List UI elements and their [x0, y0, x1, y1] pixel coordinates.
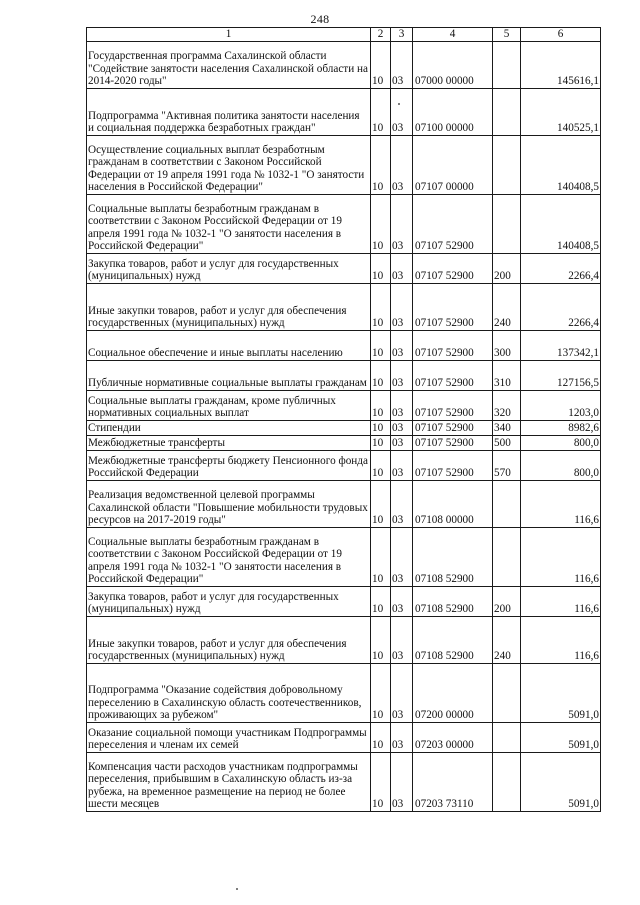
section-code-cell: 10 [371, 436, 391, 451]
expense-type-cell [493, 664, 521, 723]
row-name-cell: Подпрограмма "Активная политика занятости населения и социальная поддержка безработных граждан" [87, 89, 371, 136]
target-article-cell: 07108 52900 [413, 528, 493, 587]
section-code-cell: 10 [371, 587, 391, 617]
table-row [87, 42, 601, 89]
section-code-cell: 10 [371, 723, 391, 753]
subsection-code-cell: 03 [391, 528, 413, 587]
row-name-cell: Социальные выплаты гражданам, кроме публичных нормативных социальных выплат [87, 391, 371, 421]
table-row [87, 391, 601, 421]
table-row [87, 436, 601, 451]
target-article-cell: 07203 73110 [413, 753, 493, 812]
table-row [87, 617, 601, 664]
amount-cell: 5091,0 [521, 723, 601, 753]
subsection-code-cell: 03 [391, 136, 413, 195]
expense-type-cell: 320 [493, 391, 521, 421]
scan-speck [236, 888, 238, 890]
expense-type-cell [493, 528, 521, 587]
header-col-6: 6 [521, 28, 601, 42]
table-row [87, 254, 601, 284]
table-row [87, 587, 601, 617]
target-article-cell: 07107 52900 [413, 451, 493, 481]
section-code-cell: 10 [371, 664, 391, 723]
target-article-cell: 07200 00000 [413, 664, 493, 723]
row-name-cell: Реализация ведомственной целевой программы Сахалинской области "Повышение мобильности трудовых ресурсов на 2017-2019 годы" [87, 481, 371, 528]
expense-type-cell: 200 [493, 254, 521, 284]
section-code-cell: 10 [371, 753, 391, 812]
target-article-cell: 07107 52900 [413, 436, 493, 451]
subsection-code-cell: 03 [391, 89, 413, 136]
section-code-cell: 10 [371, 617, 391, 664]
budget-table [86, 27, 601, 812]
target-article-cell: 07000 00000 [413, 42, 493, 89]
table-row [87, 664, 601, 723]
expense-type-cell [493, 42, 521, 89]
expense-type-cell [493, 723, 521, 753]
target-article-cell: 07107 52900 [413, 284, 493, 331]
section-code-cell: 10 [371, 361, 391, 391]
subsection-code-cell: 03 [391, 391, 413, 421]
amount-cell: 5091,0 [521, 753, 601, 812]
expense-type-cell: 310 [493, 361, 521, 391]
amount-cell: 8982,6 [521, 421, 601, 436]
section-code-cell: 10 [371, 451, 391, 481]
section-code-cell: 10 [371, 42, 391, 89]
table-row [87, 331, 601, 361]
section-code-cell: 10 [371, 391, 391, 421]
section-code-cell: 10 [371, 421, 391, 436]
scan-speck [398, 103, 400, 105]
target-article-cell: 07107 52900 [413, 361, 493, 391]
target-article-cell: 07107 52900 [413, 421, 493, 436]
subsection-code-cell: 03 [391, 481, 413, 528]
table-row [87, 421, 601, 436]
table-row [87, 481, 601, 528]
subsection-code-cell: 03 [391, 753, 413, 812]
expense-type-cell [493, 481, 521, 528]
section-code-cell: 10 [371, 136, 391, 195]
subsection-code-cell: 03 [391, 254, 413, 284]
expense-type-cell [493, 753, 521, 812]
table-row [87, 753, 601, 812]
subsection-code-cell: 03 [391, 664, 413, 723]
expense-type-cell [493, 195, 521, 254]
header-col-3: 3 [391, 28, 413, 42]
page-number: 248 [310, 12, 330, 26]
table-row [87, 528, 601, 587]
section-code-cell: 10 [371, 331, 391, 361]
section-code-cell: 10 [371, 284, 391, 331]
subsection-code-cell: 03 [391, 587, 413, 617]
section-code-cell: 10 [371, 195, 391, 254]
amount-cell: 140408,5 [521, 195, 601, 254]
amount-cell: 800,0 [521, 451, 601, 481]
target-article-cell: 07203 00000 [413, 723, 493, 753]
target-article-cell: 07108 52900 [413, 587, 493, 617]
expense-type-cell [493, 136, 521, 195]
row-name-cell: Государственная программа Сахалинской области "Содействие занятости населения Сахалинской области на 2014-2020 годы" [87, 42, 371, 89]
expense-type-cell: 240 [493, 284, 521, 331]
table-row [87, 195, 601, 254]
table-row [87, 451, 601, 481]
amount-cell: 127156,5 [521, 361, 601, 391]
target-article-cell: 07107 52900 [413, 195, 493, 254]
subsection-code-cell: 03 [391, 195, 413, 254]
table-row [87, 89, 601, 136]
subsection-code-cell: 03 [391, 361, 413, 391]
amount-cell: 5091,0 [521, 664, 601, 723]
amount-cell: 1203,0 [521, 391, 601, 421]
amount-cell: 140408,5 [521, 136, 601, 195]
subsection-code-cell: 03 [391, 436, 413, 451]
header-col-1: 1 [87, 28, 371, 42]
section-code-cell: 10 [371, 528, 391, 587]
subsection-code-cell: 03 [391, 284, 413, 331]
row-name-cell: Оказание социальной помощи участникам Подпрограммы переселения и членам их семей [87, 723, 371, 753]
subsection-code-cell: 03 [391, 723, 413, 753]
section-code-cell: 10 [371, 254, 391, 284]
target-article-cell: 07107 52900 [413, 391, 493, 421]
target-article-cell: 07100 00000 [413, 89, 493, 136]
row-name-cell: Межбюджетные трансферты [87, 436, 371, 451]
subsection-code-cell: 03 [391, 617, 413, 664]
row-name-cell: Социальное обеспечение и иные выплаты населению [87, 331, 371, 361]
amount-cell: 137342,1 [521, 331, 601, 361]
target-article-cell: 07107 52900 [413, 331, 493, 361]
row-name-cell: Компенсация части расходов участникам подпрограммы переселения, прибывшим в Сахалинскую область из-за рубежа, на временное размещение на период не более шести месяцев [87, 753, 371, 812]
expense-type-cell: 240 [493, 617, 521, 664]
amount-cell: 145616,1 [521, 42, 601, 89]
expense-type-cell: 500 [493, 436, 521, 451]
subsection-code-cell: 03 [391, 331, 413, 361]
row-name-cell: Подпрограмма "Оказание содействия добровольному переселению в Сахалинскую область соотечественников, проживающих за рубежом" [87, 664, 371, 723]
header-row [87, 28, 601, 42]
amount-cell: 140525,1 [521, 89, 601, 136]
subsection-code-cell: 03 [391, 421, 413, 436]
expense-type-cell: 300 [493, 331, 521, 361]
section-code-cell: 10 [371, 89, 391, 136]
row-name-cell: Публичные нормативные социальные выплаты гражданам [87, 361, 371, 391]
row-name-cell: Иные закупки товаров, работ и услуг для обеспечения государственных (муниципальных) нужд [87, 617, 371, 664]
target-article-cell: 07107 52900 [413, 254, 493, 284]
amount-cell: 116,6 [521, 617, 601, 664]
header-col-5: 5 [493, 28, 521, 42]
expense-type-cell: 340 [493, 421, 521, 436]
table-row [87, 361, 601, 391]
table-row [87, 284, 601, 331]
row-name-cell: Закупка товаров, работ и услуг для государственных (муниципальных) нужд [87, 254, 371, 284]
amount-cell: 2266,4 [521, 254, 601, 284]
subsection-code-cell: 03 [391, 42, 413, 89]
subsection-code-cell: 03 [391, 451, 413, 481]
amount-cell: 116,6 [521, 587, 601, 617]
target-article-cell: 07108 00000 [413, 481, 493, 528]
table-row [87, 136, 601, 195]
row-name-cell: Закупка товаров, работ и услуг для государственных (муниципальных) нужд [87, 587, 371, 617]
row-name-cell: Социальные выплаты безработным гражданам в соответствии с Законом Российской Федерации от 19 апреля 1991 года № 1032-1 "О занятости населения в Российской Федерации" [87, 195, 371, 254]
amount-cell: 116,6 [521, 481, 601, 528]
header-col-2: 2 [371, 28, 391, 42]
amount-cell: 116,6 [521, 528, 601, 587]
header-col-4: 4 [413, 28, 493, 42]
row-name-cell: Межбюджетные трансферты бюджету Пенсионного фонда Российской Федерации [87, 451, 371, 481]
expense-type-cell: 570 [493, 451, 521, 481]
target-article-cell: 07108 52900 [413, 617, 493, 664]
target-article-cell: 07107 00000 [413, 136, 493, 195]
expense-type-cell [493, 89, 521, 136]
row-name-cell: Стипендии [87, 421, 371, 436]
table-row [87, 723, 601, 753]
expense-type-cell: 200 [493, 587, 521, 617]
row-name-cell: Социальные выплаты безработным гражданам в соответствии с Законом Российской Федерации от 19 апреля 1991 года № 1032-1 "О занятости населения в Российской Федерации" [87, 528, 371, 587]
amount-cell: 800,0 [521, 436, 601, 451]
row-name-cell: Осуществление социальных выплат безработным гражданам в соответствии с Законом Российской Федерации от 19 апреля 1991 года № 1032-1 "О занятости населения в Российской Федерации" [87, 136, 371, 195]
amount-cell: 2266,4 [521, 284, 601, 331]
row-name-cell: Иные закупки товаров, работ и услуг для обеспечения государственных (муниципальных) нужд [87, 284, 371, 331]
section-code-cell: 10 [371, 481, 391, 528]
